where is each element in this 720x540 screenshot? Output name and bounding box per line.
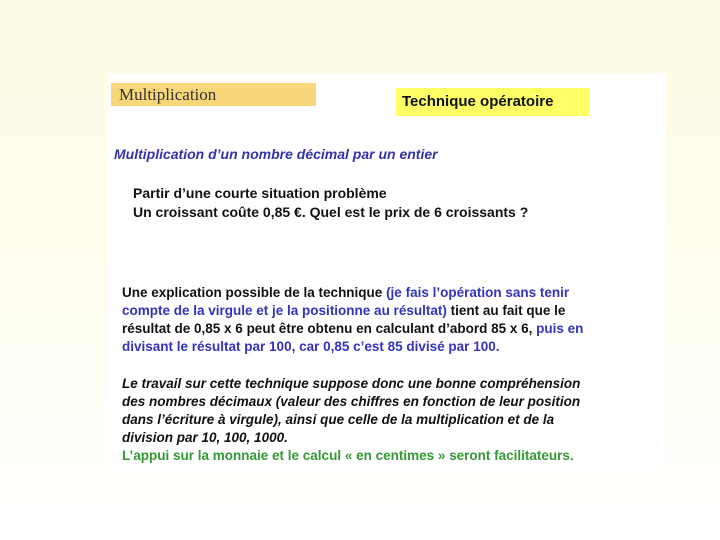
summary-line-1: Le travail sur cette technique suppose donc une bonne compréhension [122, 376, 581, 391]
explanation-text: tient au fait que le [446, 303, 566, 318]
explanation-text: Une explication possible de la technique [122, 285, 387, 300]
summary-line-3: dans l’écriture à virgule), ainsi que celle de la multiplication et de la [122, 412, 555, 427]
problem-line-2: Un croissant coûte 0,85 €. Quel est le prix de 6 croissants ? [133, 204, 529, 220]
explanation-line-1 [122, 284, 662, 302]
technique-badge: Technique opératoire [396, 88, 589, 116]
explanation-highlight: (je fais l’opération sans tenir [386, 285, 570, 300]
explanation-highlight: puis en [532, 321, 584, 336]
problem-statement [133, 184, 528, 222]
explanation-highlight: compte de la virgule et je la positionne au résultat) [122, 303, 447, 318]
slide-subtitle: Multiplication d’un nombre décimal par un entier [114, 146, 438, 162]
slide-panel [108, 73, 665, 470]
summary-paragraph [122, 375, 662, 465]
summary-line-4: division par 10, 100, 1000. [122, 430, 288, 445]
explanation-line-3 [122, 320, 662, 338]
explanation-text: résultat de 0,85 x 6 peut être obtenu en calculant d’abord 85 x 6, [122, 321, 533, 336]
explanation-paragraph [122, 284, 662, 356]
problem-line-1: Partir d’une courte situation problème [133, 185, 387, 201]
explanation-line-4: divisant le résultat par 100, car 0,85 c’est 85 divisé par 100. [122, 339, 500, 354]
section-label: Multiplication [111, 83, 316, 106]
explanation-line-2 [122, 302, 662, 320]
summary-conclusion: L’appui sur la monnaie et le calcul « en centimes » seront facilitateurs. [122, 448, 574, 463]
summary-line-2: des nombres décimaux (valeur des chiffres en fonction de leur position [122, 394, 581, 409]
